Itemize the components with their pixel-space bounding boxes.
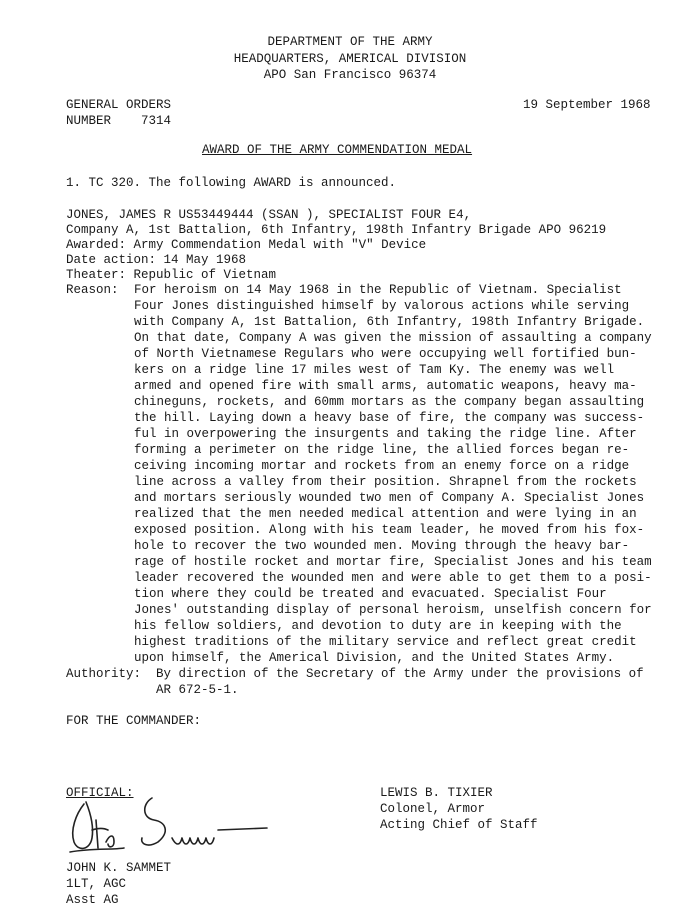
reason-line: forming a perimeter on the ridge line, the allied forces began re- — [134, 443, 630, 457]
recipient-line-1: JONES, JAMES R US53449444 (SSAN ), SPECIALIST FOUR E4, — [66, 208, 472, 222]
order-date: 19 September 1968 — [523, 98, 651, 112]
reason-line: line across a valley from their position. Shrapnel from the rockets — [134, 475, 637, 489]
announcement: 1. TC 320. The following AWARD is announced. — [66, 176, 397, 190]
orders-number-value: 7314 — [141, 114, 172, 128]
reason-label: Reason: — [66, 283, 119, 297]
reason-line: ful in overpowering the insurgents and taking the ridge line. After — [134, 427, 637, 441]
general-orders-label: GENERAL ORDERS — [66, 98, 172, 112]
theater-value: Republic of Vietnam — [133, 268, 277, 282]
reason-line: ceiving incoming mortar and rockets from an enemy force on a ridge — [134, 459, 630, 473]
signatory-rank: Colonel, Armor — [380, 802, 486, 816]
reason-line: chineguns, rockets, and 60mm mortars as the company began assaulting — [134, 395, 645, 409]
authority-line-1: By direction of the Secretary of the Army under the provisions of — [156, 667, 644, 681]
reason-line: leader recovered the wounded men and were able to get them to a posi- — [134, 571, 652, 585]
reason-line: On that date, Company A was given the mission of assaulting a company — [134, 331, 652, 345]
official-rank: 1LT, AGC — [66, 877, 127, 891]
reason-line: and mortars seriously wounded two men of Company A. Specialist Jones — [134, 491, 645, 505]
reason-line: Jones' outstanding display of personal heroism, unselfish concern for — [134, 603, 652, 617]
date-action-row — [66, 252, 246, 268]
reason-line: of North Vietnamese Regulars who were occupying well fortified bun- — [134, 347, 637, 361]
apo-address: APO San Francisco 96374 — [263, 68, 437, 82]
reason-line: with Company A, 1st Battalion, 6th Infantry, 198th Infantry Brigade. — [134, 315, 645, 329]
orders-number-label: NUMBER — [66, 114, 112, 128]
reason-line: rage of hostile rocket and mortar fire, Specialist Jones and his team — [134, 555, 652, 569]
reason-line: Four Jones distinguished himself by valorous actions while serving — [134, 299, 630, 313]
signatory-name: LEWIS B. TIXIER — [380, 786, 493, 800]
reason-line: armed and opened fire with small arms, automatic weapons, heavy ma- — [134, 379, 637, 393]
signatory-title: Acting Chief of Staff — [380, 818, 538, 832]
reason-line: hole to recover the two wounded men. Moving through the heavy bar- — [134, 539, 630, 553]
date-action-value: 14 May 1968 — [163, 253, 247, 267]
reason-line: realized that the men needed medical attention and were lying in an — [134, 507, 637, 521]
award-title: AWARD OF THE ARMY COMMENDATION MEDAL — [202, 143, 473, 157]
handwritten-signature — [62, 790, 277, 860]
theater-row — [66, 267, 276, 283]
headquarters-heading: HEADQUARTERS, AMERICAL DIVISION — [233, 52, 467, 66]
official-label: OFFICIAL: — [66, 786, 134, 800]
for-the-commander: FOR THE COMMANDER: — [66, 714, 202, 728]
date-action-label: Date action: — [66, 253, 157, 267]
recipient-line-2: Company A, 1st Battalion, 6th Infantry, 198th Infantry Brigade APO 96219 — [66, 223, 607, 237]
authority-label: Authority: — [66, 667, 142, 681]
awarded-label: Awarded: — [66, 238, 127, 252]
orders-number — [66, 113, 171, 129]
reason-line: exposed position. Along with his team leader, he moved from his fox- — [134, 523, 645, 537]
awarded-row — [66, 237, 426, 253]
reason-line: his fellow soldiers, and devotion to duty are in keeping with the — [134, 619, 622, 633]
department-heading: DEPARTMENT OF THE ARMY — [267, 35, 433, 49]
reason-line: highest traditions of the military service and reflect great credit — [134, 635, 637, 649]
awarded-value: Army Commendation Medal with "V" Device — [133, 238, 427, 252]
reason-line: For heroism on 14 May 1968 in the Republic of Vietnam. Specialist — [134, 283, 622, 297]
reason-line: the hill. Laying down a heavy base of fire, the company was success- — [134, 411, 645, 425]
theater-label: Theater: — [66, 268, 127, 282]
official-title: Asst AG — [66, 893, 119, 907]
reason-line: kers on a ridge line 17 miles west of Tam Ky. The enemy was well — [134, 363, 615, 377]
reason-line: tion where they could be treated and evacuated. Specialist Four — [134, 587, 607, 601]
authority-line-2: AR 672-5-1. — [156, 683, 239, 697]
reason-line: upon himself, the Americal Division, and the United States Army. — [134, 651, 615, 665]
official-name: JOHN K. SAMMET — [66, 861, 172, 875]
